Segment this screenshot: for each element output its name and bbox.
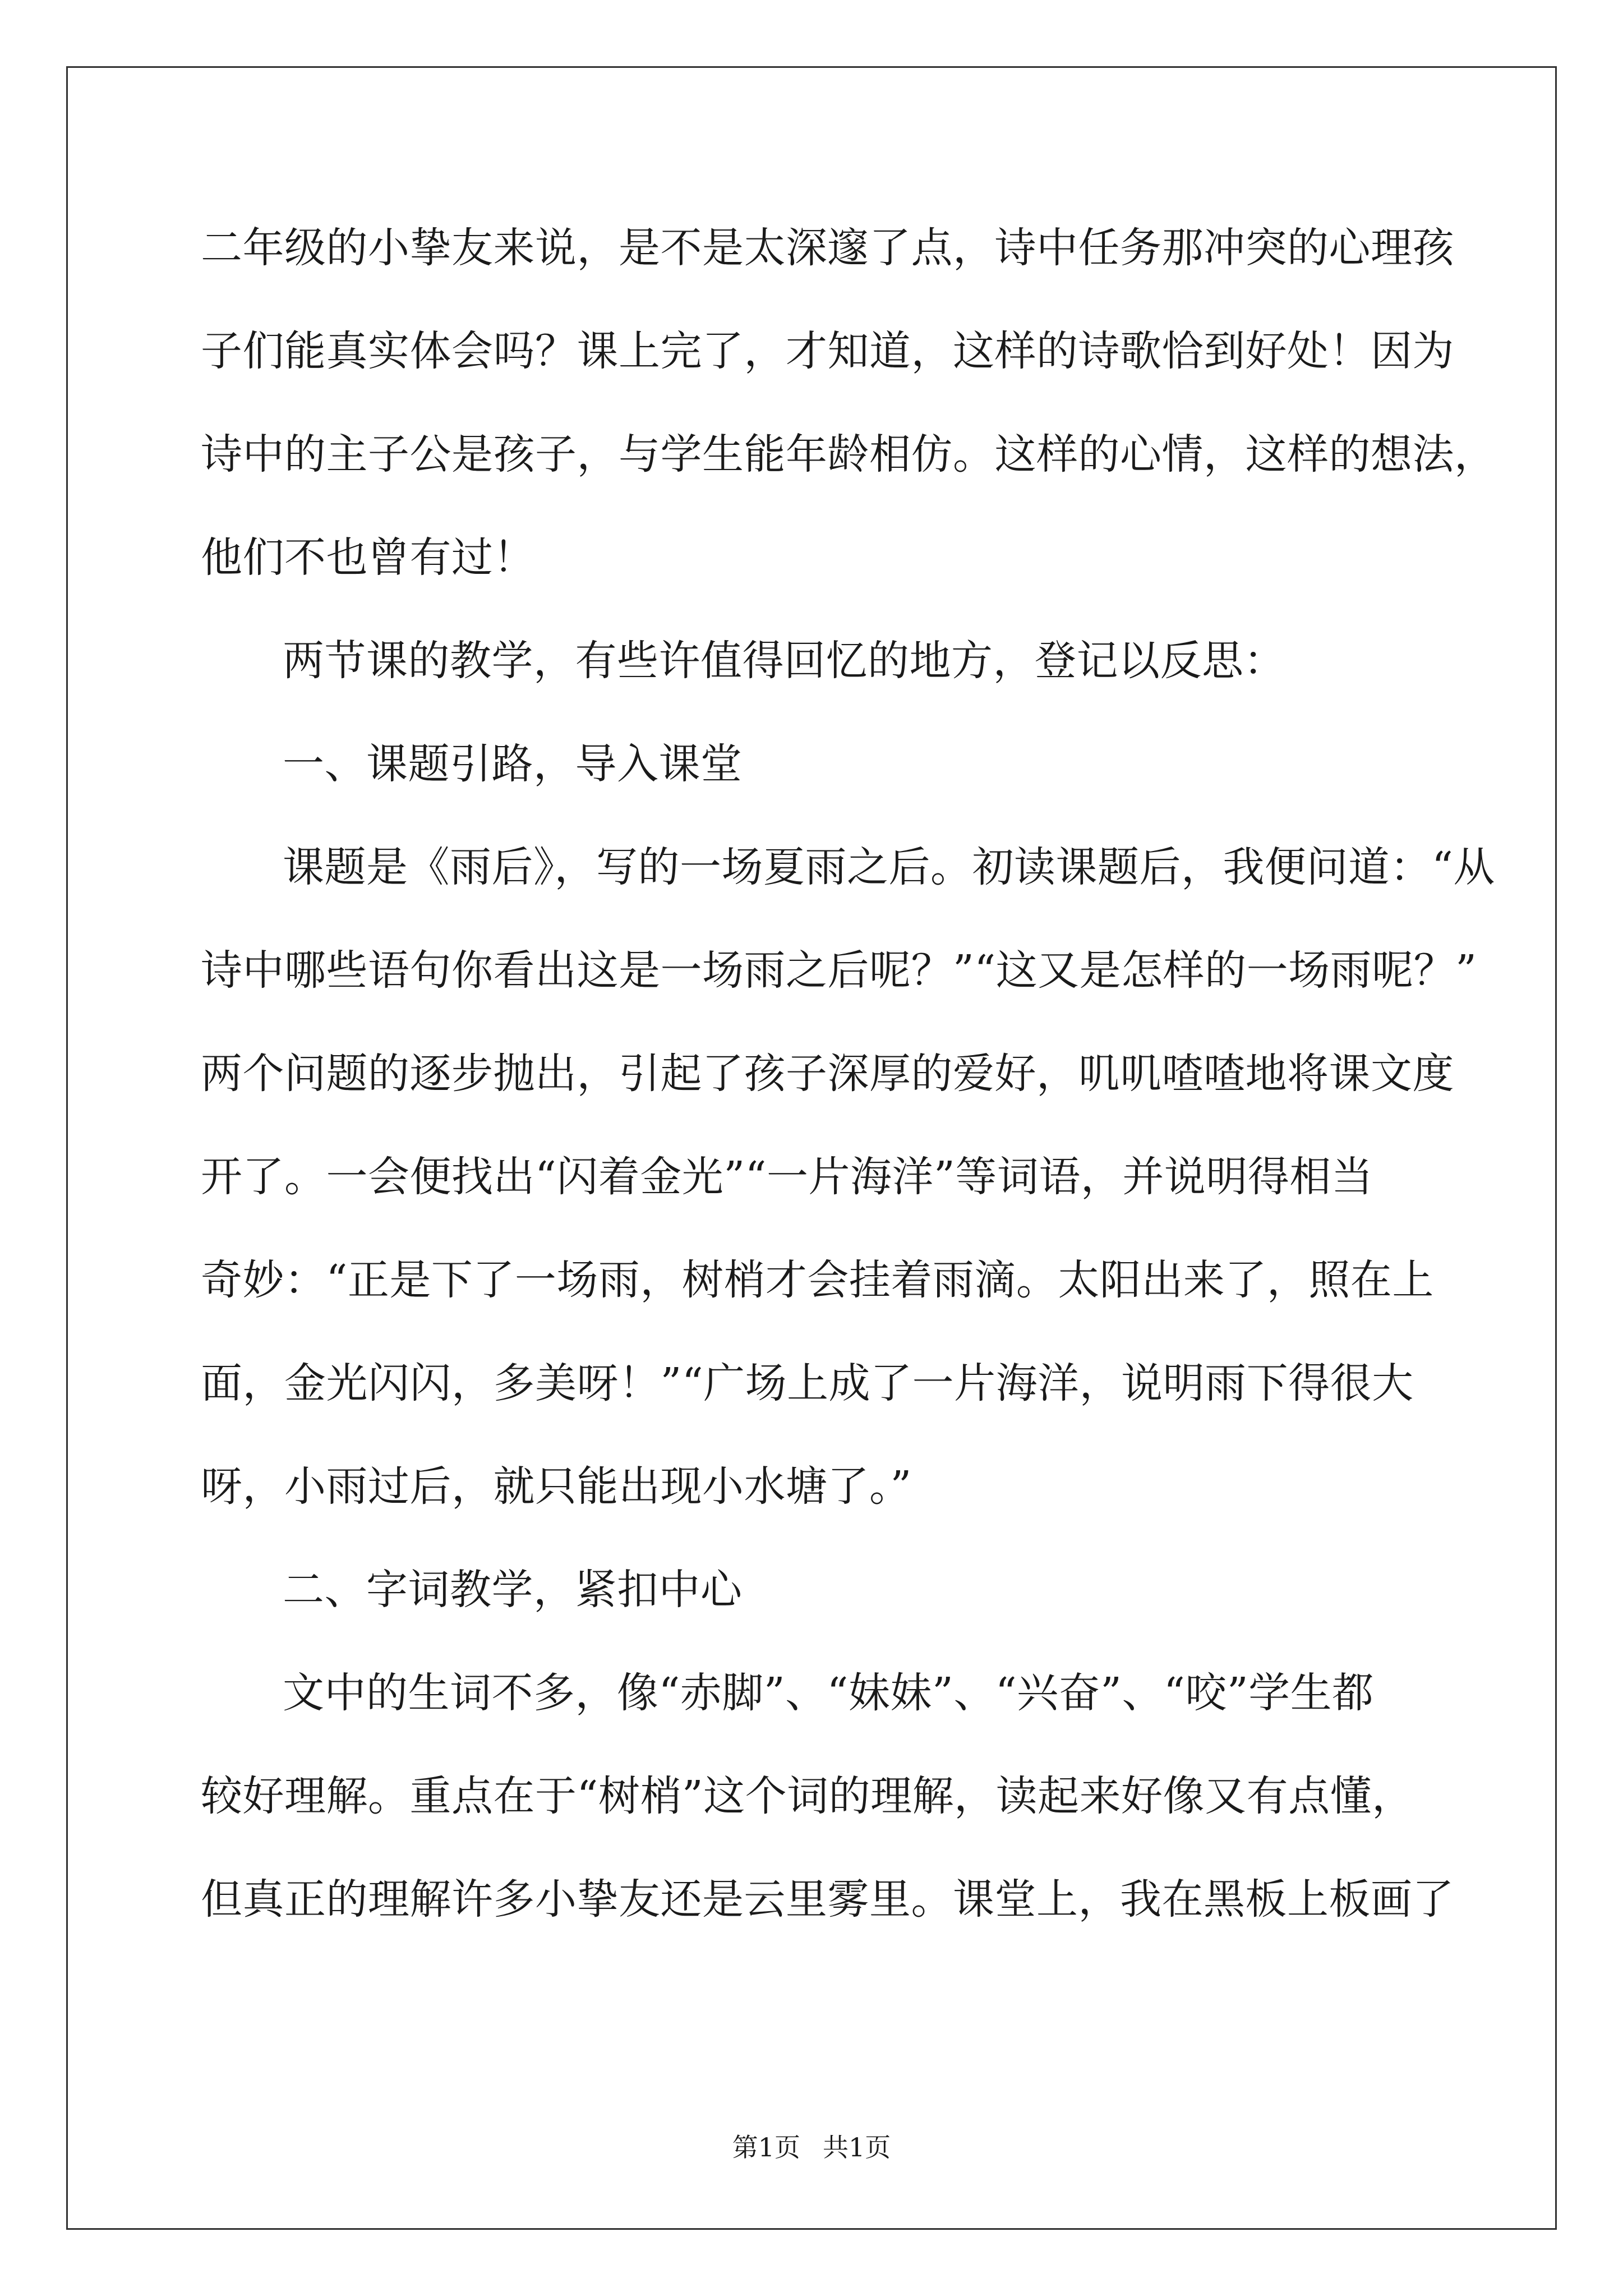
text-line-5: 两节课的教学，有些许值得回忆的地方，登记以反思： — [283, 637, 1285, 685]
page-number: 第1页 — [732, 2132, 800, 2162]
document-body — [201, 213, 1502, 1968]
text-line-15: 文中的生词不多，像“赤脚”、“妹妹”、“兴奋”、“咬”学生都 — [283, 1669, 1374, 1717]
text-line-16: 较好理解。重点在于“树梢”这个词的理解，读起来好像又有点懂， — [201, 1772, 1414, 1820]
text-line-1: 二年级的小挚友来说，是不是太深邃了点，诗中任务那冲突的心理孩 — [201, 224, 1454, 272]
text-line-11: 奇妙：“正是下了一场雨，树梢才会挂着雨滴。太阳出来了，照在上 — [201, 1256, 1434, 1304]
section-heading-1: 一、课题引路，导入课堂 — [283, 740, 743, 788]
text-line-10: 开了。一会便找出“闪着金光”“一片海洋”等词语，并说明得相当 — [201, 1153, 1373, 1201]
text-line-17: 但真正的理解许多小挚友还是云里雾里。课堂上，我在黑板上板画了 — [201, 1875, 1454, 1924]
page-footer — [0, 2127, 1623, 2164]
text-line-7: 课题是《雨后》，写的一场夏雨之后。初读课题后，我便问道：“从 — [283, 843, 1495, 891]
text-line-4: 他们不也曾有过！ — [201, 533, 535, 582]
text-line-2: 子们能真实体会吗？课上完了，才知道，这样的诗歌恰到好处！因为 — [201, 327, 1454, 375]
text-line-9: 两个问题的逐步抛出，引起了孩子深厚的爱好，叽叽喳喳地将课文度 — [201, 1050, 1454, 1098]
text-line-8: 诗中哪些语句你看出这是一场雨之后呢？”“这又是怎样的一场雨呢？” — [201, 946, 1477, 995]
page-total: 共1页 — [823, 2132, 891, 2162]
text-line-13: 呀，小雨过后，就只能出现小水塘了。” — [201, 1462, 912, 1511]
text-line-12: 面，金光闪闪，多美呀！”“广场上成了一片海洋，说明雨下得很大 — [201, 1359, 1414, 1407]
text-line-3: 诗中的主子公是孩子，与学生能年龄相仿。这样的心情，这样的想法， — [201, 430, 1496, 478]
section-heading-2: 二、字词教学，紧扣中心 — [283, 1566, 743, 1614]
